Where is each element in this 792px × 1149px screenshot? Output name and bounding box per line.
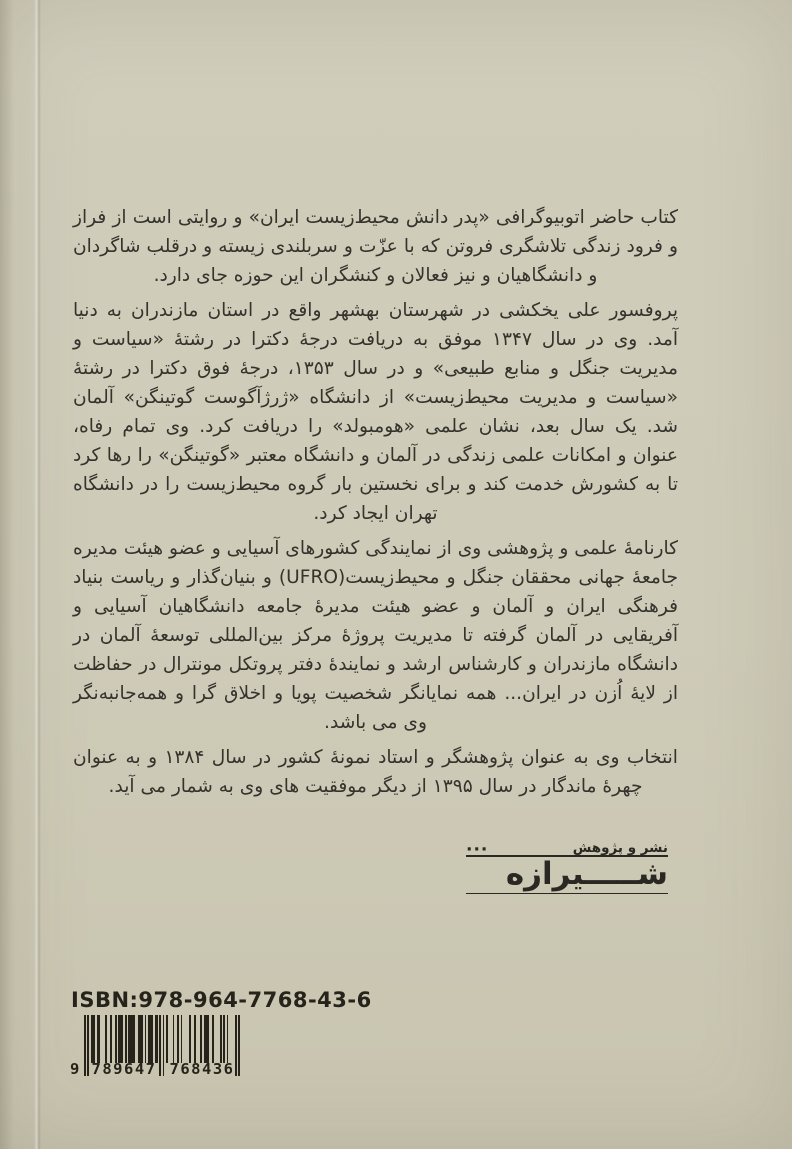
cover-fold-crease: [34, 0, 41, 1149]
blurb-paragraph-3: کارنامهٔ علمی و پژوهشی وی از نمایندگی کشورهای آسیایی و عضو هیئت مدیره جامعهٔ جهانی محققان جنگل و محیط‌زیست(UFRO) و بنیان‌گذار و ریاست بنیاد فرهنگی ایران و آلمان و عضو هیئت مدیرهٔ جامعه دانشگاهیان آسیایی و آفریقایی در آلمان گرفته تا مدیریت پروژهٔ مرکز بین‌المللی توسعهٔ آلمان در دانشگاه مازندران و کارشناس ارشد و نمایندهٔ دفتر پروتکل مونترال در حفاظت از لایهٔ اُزن در ایران... همه نمایانگر شخصیت پویا و اخلاق گرا و همه‌جانبه‌نگر وی می باشد.: [73, 538, 678, 733]
publisher-logo-top-rule: [466, 840, 668, 860]
isbn-label: ISBN:978-964-7768-43-6: [71, 988, 372, 1012]
publisher-logo-dots: ···: [466, 840, 489, 860]
cover-left-edge-shadow: [0, 0, 14, 1149]
publisher-tagline: نشر و پژوهش: [572, 840, 668, 856]
blurb-paragraph-2: پروفسور علی یخکشی در شهرستان بهشهر واقع در استان مازندران به دنیا آمد. وی در سال ۱۳۴۷ موفق به دریافت درجهٔ دکترا در رشتهٔ «سیاست و مدیریت جنگل و منابع طبیعی» و در سال ۱۳۵۳، درجهٔ فوق دکترا در رشتهٔ «سیاست و مدیریت محیط‌زیست» از دانشگاه «ژرژآگوست گوتینگن» آلمان شد. یک سال بعد، نشان علمی «هومبولد» را دریافت کرد. وی تمام رفاه، عنوان و امکانات علمی زندگی در آلمان و دانشگاه معتبر «گوتینگن» را رها کرد تا به کشورش خدمت کند و برای نخستین بار گروه محیط‌زیست را در دانشگاه تهران ایجاد کرد.: [73, 300, 679, 524]
blurb-paragraph-1: کتاب حاضر اتوبیوگرافی «پدر دانش محیط‌زیست ایران» و روایتی است از فراز و فرود زندگی تلاشگری فروتن که با عزّت و سربلندی زیسته و درقلب شاگردان و دانشگاهیان و نیز فعالان و کنشگران این حوزه جای دارد.: [73, 207, 678, 286]
barcode-digits-right: 768436: [169, 1060, 235, 1078]
publisher-logo: [466, 841, 668, 894]
barcode-digit-prefix: 9: [70, 1060, 80, 1078]
ean13-barcode: [70, 1015, 242, 1085]
back-cover-blurb: [73, 203, 678, 807]
barcode-digits-left: 789647: [91, 1060, 157, 1078]
publisher-name: شـــــیرازه: [466, 857, 668, 894]
blurb-paragraph-4: انتخاب وی به عنوان پژوهشگر و استاد نمونهٔ کشور در سال ۱۳۸۴ و به عنوان چهرهٔ ماندگار در سال ۱۳۹۵ از دیگر موفقیت های وی به شمار می آید.: [73, 747, 678, 797]
isbn-block: [71, 988, 372, 1085]
